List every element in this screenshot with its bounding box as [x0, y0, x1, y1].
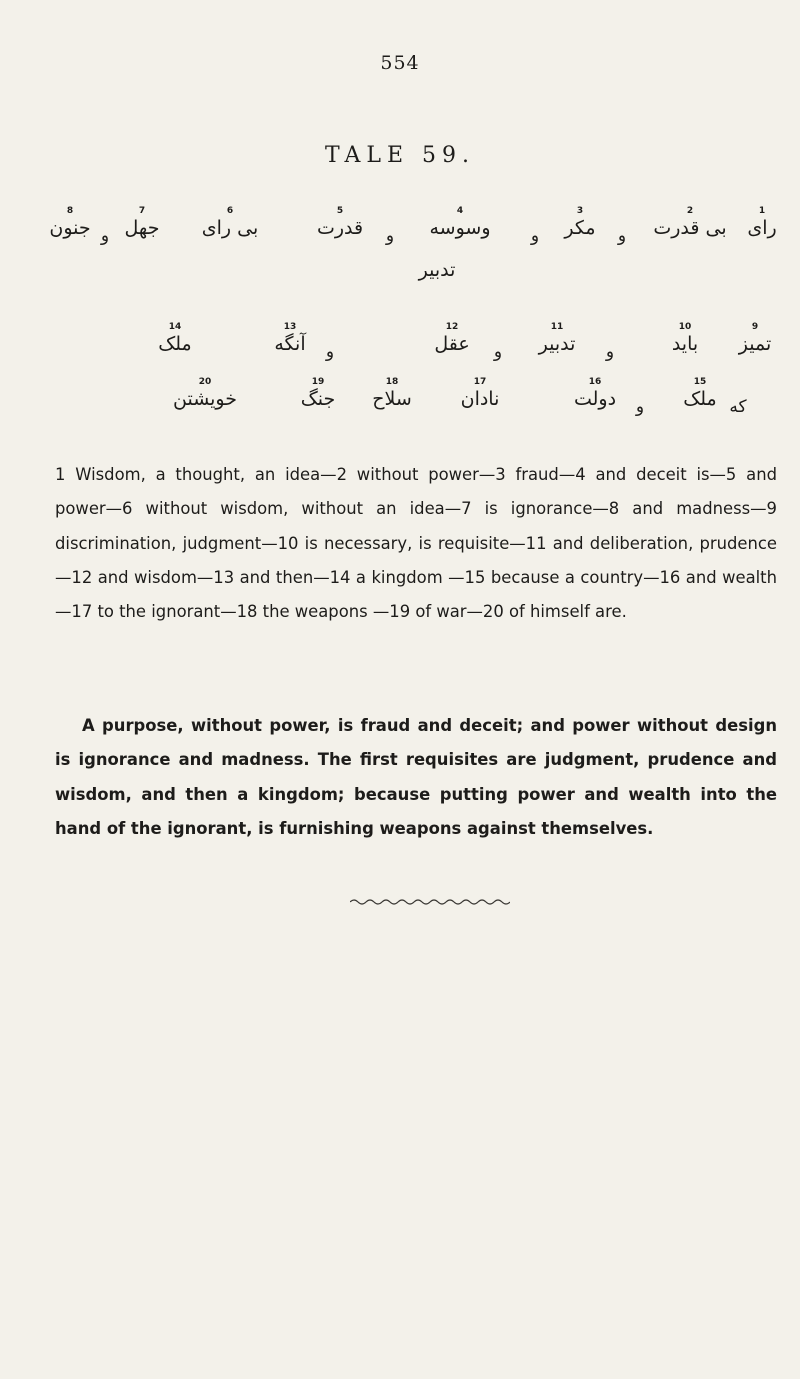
arabic-word: 10 باید [671, 322, 699, 355]
arabic-word: 9 تمیز [738, 322, 772, 355]
arabic-conjunction: و [325, 342, 335, 362]
arabic-particle: که [729, 397, 747, 417]
arabic-conjunction: و [617, 226, 627, 246]
word-translation: 1 Wisdom, a thought, an idea—2 without power—3 fraud—4 and deceit is—5 and power—6 without wisdom, without an idea—7 is ignorance—8 and madness—9 discrimination, judgment—10 is necessary, is requisite—11 and deliberation, prudence—12 and wisdom—13 and then—14 a kingdom —15 because a country—16 and wealth—17 to the ignorant—18 the weapons —19 of war—20 of himself are. [55, 465, 777, 622]
arabic-word: 18 سلاح [372, 377, 412, 410]
arabic-word: تدبیر [418, 259, 456, 281]
arabic-word: 7 جهل [124, 206, 160, 239]
page-number: 554 [380, 52, 420, 74]
arabic-word: 6 بی رای [201, 206, 259, 239]
arabic-word: 1 راى [747, 206, 777, 239]
arabic-word: 17 نادان [460, 377, 500, 410]
arabic-word: 11 تدبیر [538, 322, 576, 355]
arabic-word: 12 عقل [434, 322, 470, 355]
arabic-word: 14 ملک [158, 322, 192, 355]
arabic-conjunction: و [530, 226, 540, 246]
arabic-word: 8 جنون [49, 206, 91, 239]
arabic-word: 13 آنگه [274, 322, 306, 355]
wavy-ornament-divider [350, 893, 510, 905]
arabic-conjunction: و [605, 342, 615, 362]
arabic-conjunction: و [385, 226, 395, 246]
arabic-word: 16 دولت [573, 377, 617, 410]
arabic-word: 15 ملک [683, 377, 717, 410]
tale-title: TALE 59. [324, 143, 475, 168]
arabic-word: 19 جنگ [300, 377, 336, 410]
arabic-conjunction: و [493, 342, 503, 362]
arabic-word: 20 خویشتن [173, 377, 237, 410]
arabic-word: 4 وسوسه [429, 206, 491, 239]
paraphrase-paragraph: A purpose, without power, is fraud and deceit; and power without design is ignorance and madness. The first requisites are judgment, prudence and wisdom, and then a kingdom; because putting power and wealth into the hand of the ignorant, is furnishing weapons against themselves. [55, 716, 777, 838]
arabic-conjunction: و [100, 226, 110, 246]
arabic-word: 3 مکر [564, 206, 596, 239]
arabic-conjunction: و [635, 397, 645, 417]
arabic-word: 5 قدرت [316, 206, 364, 239]
arabic-word: 2 بی قدرت [653, 206, 727, 239]
